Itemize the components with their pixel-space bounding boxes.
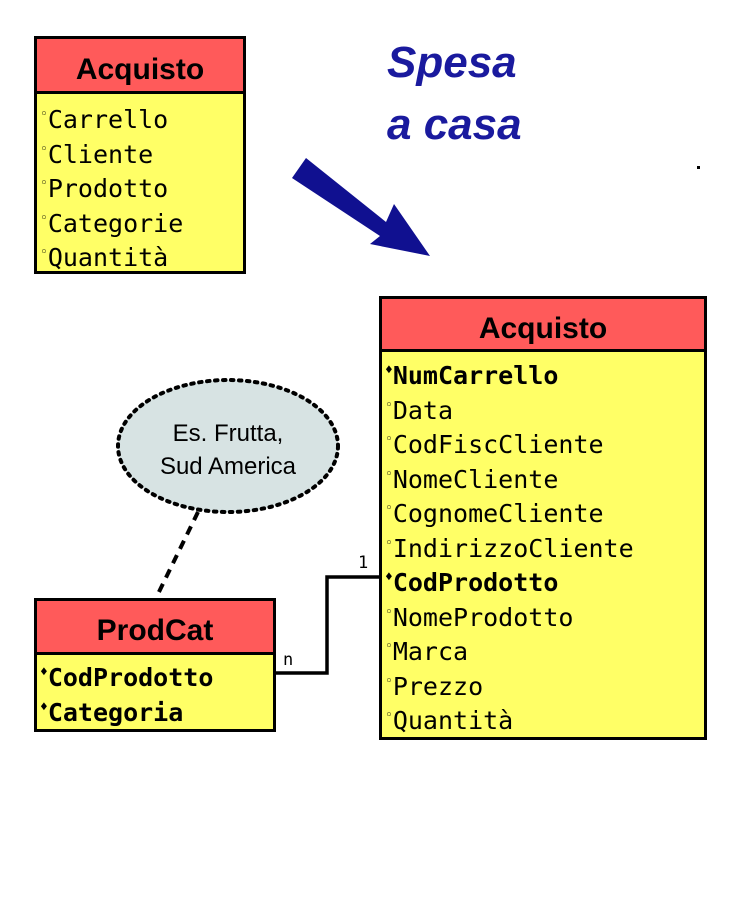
attribute-label: Cliente	[47, 139, 154, 169]
attribute-circle-icon: ◦	[385, 501, 393, 516]
entity-title: Acquisto	[37, 39, 243, 94]
attribute-label: Quantità	[392, 706, 514, 735]
attribute-circle-icon: ◦	[385, 432, 393, 447]
attribute-label: Quantità	[47, 243, 169, 272]
key-diamond-icon: ♦	[40, 699, 48, 715]
attribute-circle-icon: ◦	[40, 245, 48, 260]
attribute-label: CodProdotto	[392, 568, 559, 597]
attribute-circle-icon: ◦	[385, 397, 393, 413]
attribute-label: Categoria	[47, 697, 184, 727]
attribute-label: Carrello	[47, 105, 169, 134]
title-line-2: a casa	[387, 100, 522, 149]
cardinality-acquisto: 1	[358, 553, 369, 573]
attribute-circle-icon: ◦	[40, 107, 48, 122]
attribute-circle-icon: ◦	[385, 673, 393, 689]
attribute-label: Categorie	[47, 208, 184, 238]
key-diamond-icon: ♦	[385, 363, 393, 378]
transform-arrow-icon	[292, 158, 430, 256]
attribute-circle-icon: ◦	[40, 141, 48, 157]
title-line-1: Spesa	[387, 38, 517, 87]
attribute-circle-icon: ◦	[385, 604, 393, 620]
note-connector	[156, 512, 198, 598]
attribute-label: Prezzo	[392, 671, 484, 701]
attribute-circle-icon: ◦	[385, 535, 393, 551]
note-line-2: Sud America	[159, 453, 297, 480]
attribute-label: CodFiscCliente	[392, 430, 604, 459]
entity-title: ProdCat	[37, 601, 273, 655]
key-diamond-icon: ♦	[40, 665, 48, 680]
attribute-label: Marca	[392, 637, 469, 666]
attribute-label: Data	[392, 395, 454, 425]
attribute-label: NomeCliente	[392, 464, 559, 494]
entity-title: Acquisto	[382, 299, 704, 352]
attribute-circle-icon: ◦	[385, 639, 393, 654]
key-diamond-icon: ♦	[385, 570, 393, 585]
attribute-circle-icon: ◦	[385, 708, 393, 723]
attribute-label: CognomeCliente	[392, 499, 604, 528]
attribute-circle-icon: ◦	[385, 466, 393, 482]
attribute-label: Prodotto	[47, 174, 169, 203]
attribute-label: NomeProdotto	[392, 602, 574, 632]
attribute-circle-icon: ◦	[40, 176, 48, 191]
attribute-label: IndirizzoCliente	[392, 533, 634, 563]
attribute-circle-icon: ◦	[40, 210, 48, 226]
attribute-label: CodProdotto	[47, 663, 214, 692]
attribute-label: NumCarrello	[392, 361, 559, 390]
note-line-1: Es. Frutta,	[172, 420, 284, 447]
cardinality-prodcat: n	[283, 650, 294, 670]
